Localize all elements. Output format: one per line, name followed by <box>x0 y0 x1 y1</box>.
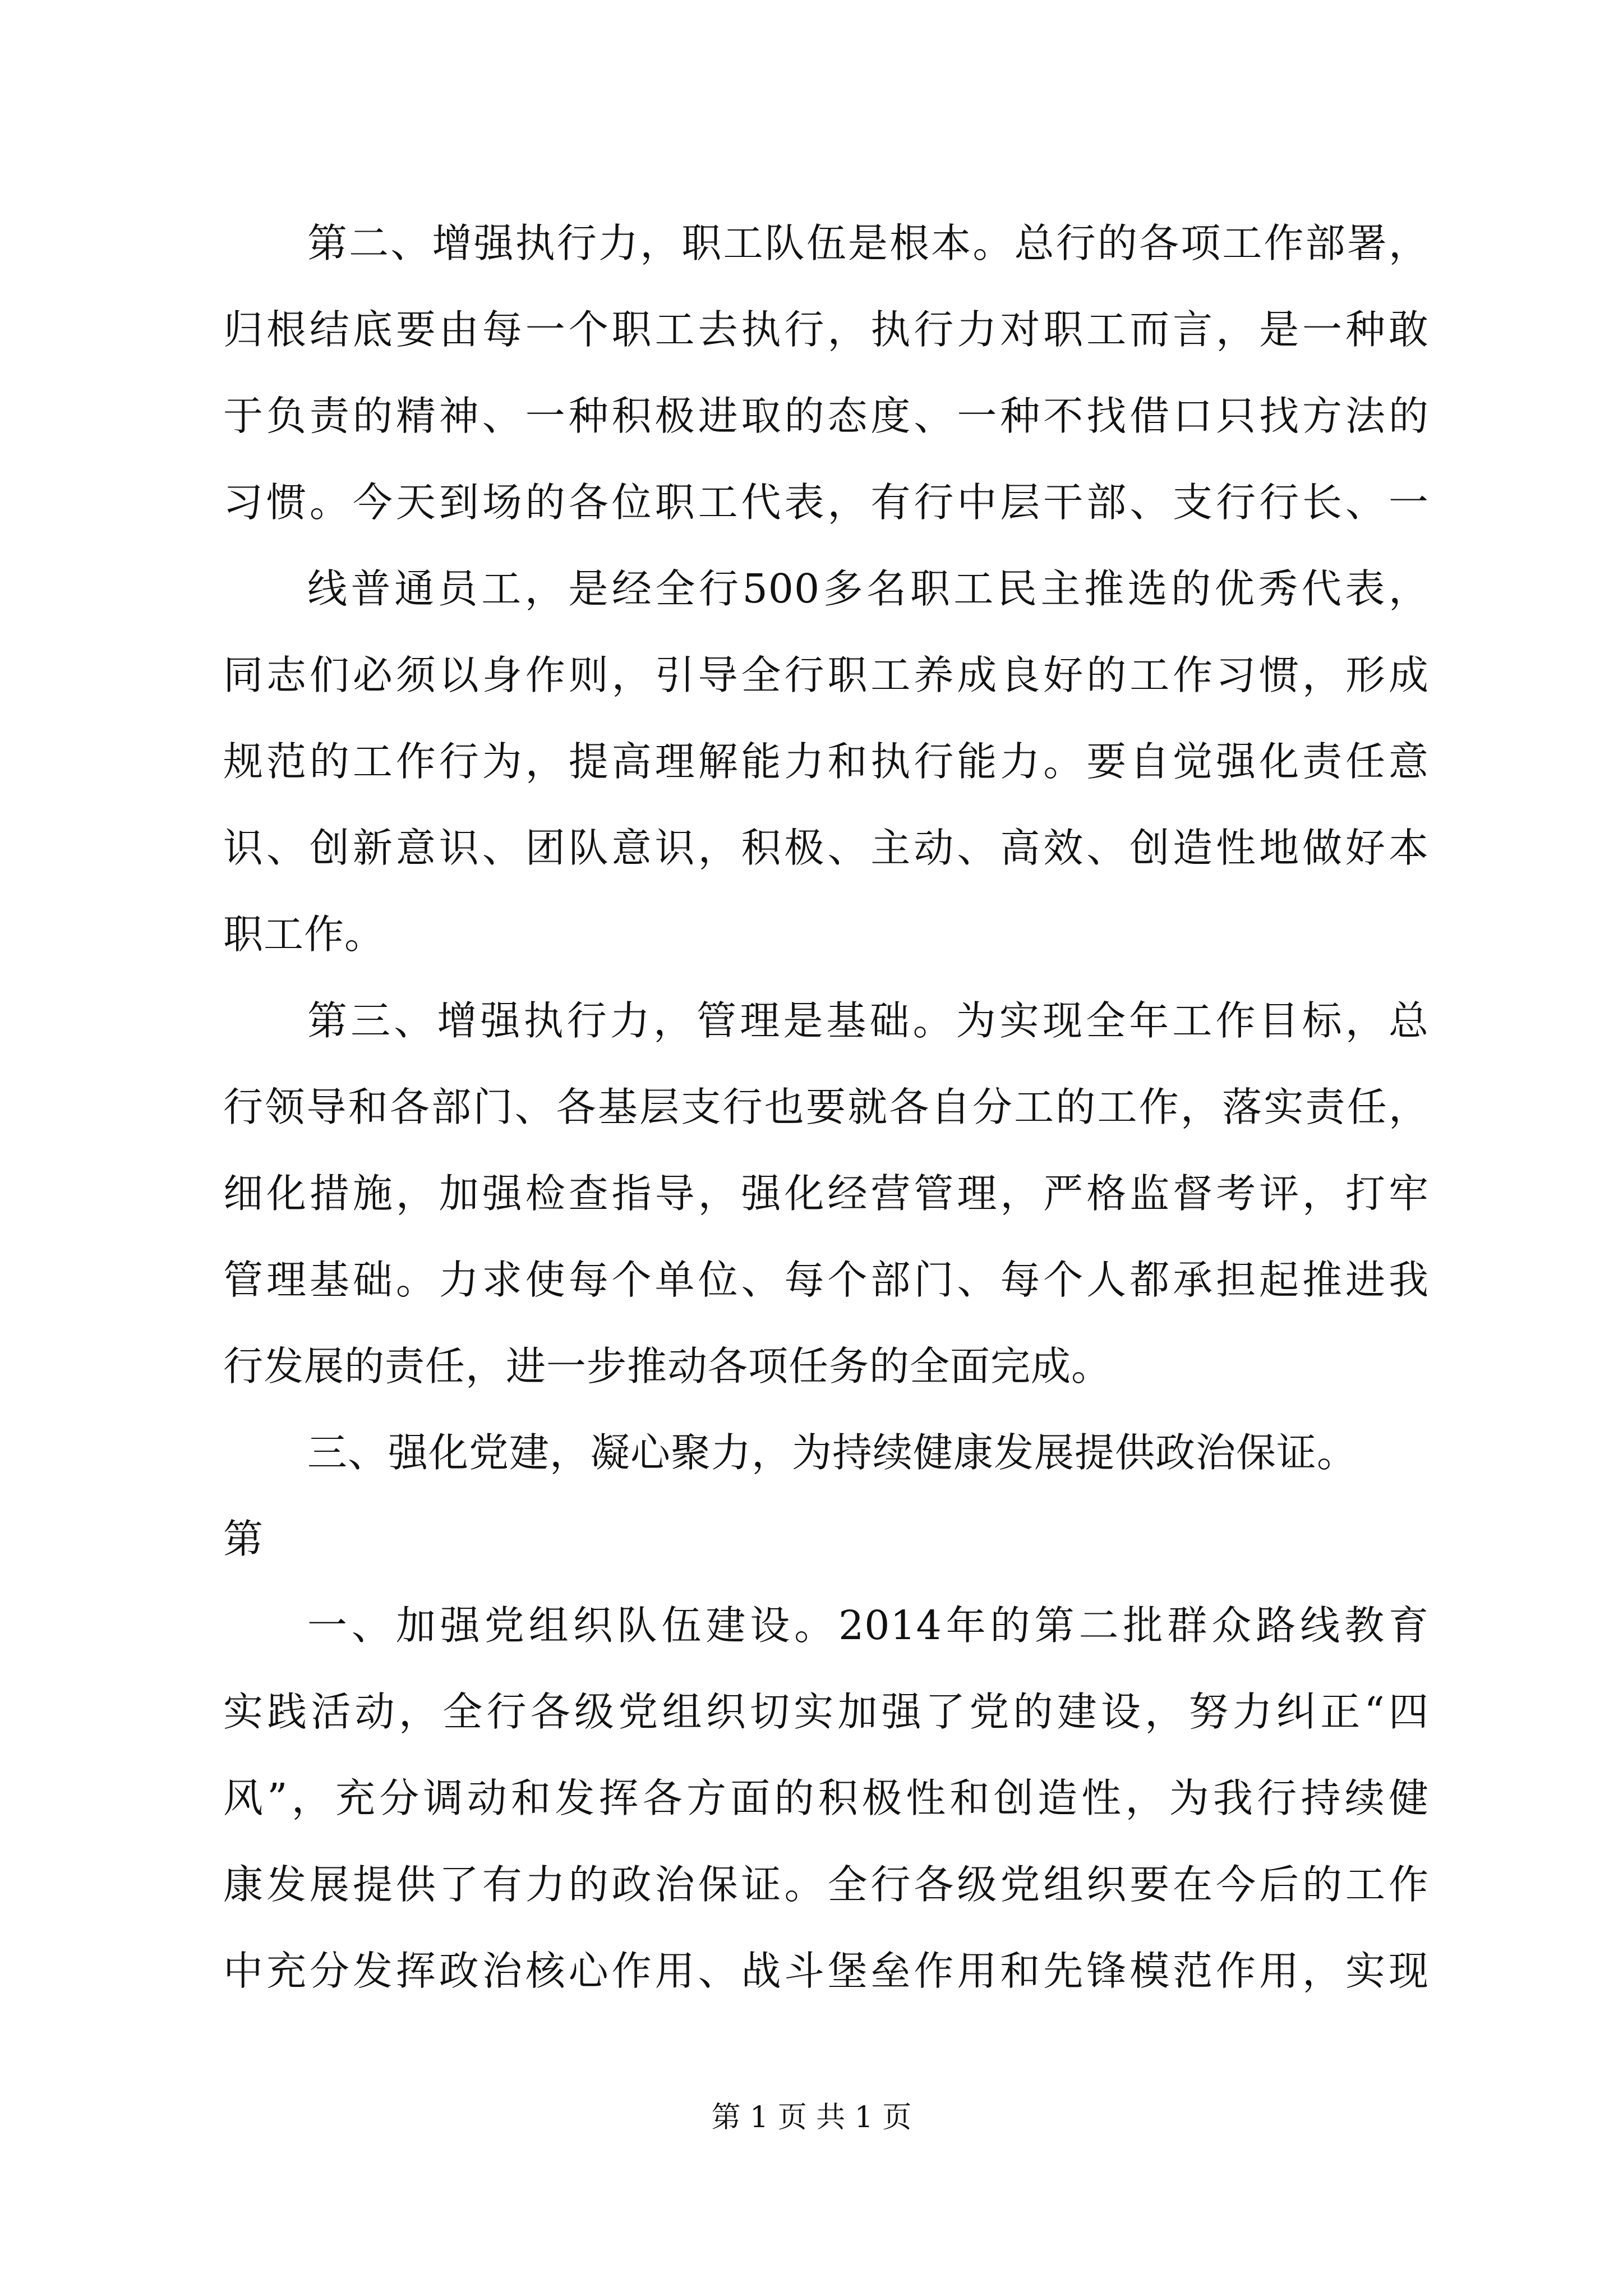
page-footer: 第 1 页 共 1 页 <box>711 2101 912 2134</box>
paragraph-line: 管理基础。力求使每个单位、每个部门、每个人都承担起推进我 <box>223 1257 1429 1303</box>
paragraph-line: 习惯。今天到场的各位职工代表，有行中层干部、支行行长、一 <box>223 479 1429 526</box>
paragraph-line: 归根结底要由每一个职工去执行，执行力对职工而言，是一种敢 <box>223 306 1429 353</box>
paragraph-line: 识、创新意识、团队意识，积极、主动、高效、创造性地做好本 <box>223 825 1429 871</box>
paragraph-line: 同志们必须以身作则，引导全行职工养成良好的工作习惯，形成 <box>223 652 1429 698</box>
paragraph-line: 中充分发挥政治核心作用、战斗堡垒作用和先锋模范作用，实现 <box>223 1948 1429 1994</box>
paragraph-line: 线普通员工，是经全行500多名职工民主推选的优秀代表， <box>307 565 1429 612</box>
paragraph-line: 规范的工作行为，提高理解能力和执行能力。要自觉强化责任意 <box>223 738 1429 785</box>
paragraph-line: 细化措施，加强检查指导，强化经营管理，严格监督考评，打牢 <box>223 1170 1429 1217</box>
section-heading: 三、强化党建，凝心聚力，为持续健康发展提供政治保证。 <box>307 1429 1358 1476</box>
paragraph-line: 第三、增强执行力，管理是基础。为实现全年工作目标，总 <box>307 997 1429 1044</box>
paragraph-line: 第二、增强执行力，职工队伍是根本。总行的各项工作部署， <box>307 220 1429 266</box>
paragraph-line: 行发展的责任，进一步推动各项任务的全面完成。 <box>223 1343 1112 1389</box>
paragraph-line: 第 <box>223 1516 264 1562</box>
paragraph-line: 康发展提供了有力的政治保证。全行各级党组织要在今后的工作 <box>223 1861 1429 1908</box>
paragraph-line: 实践活动，全行各级党组织切实加强了党的建设，努力纠正“四 <box>223 1688 1429 1735</box>
paragraph-line: 一、加强党组织队伍建设。2014年的第二批群众路线教育 <box>307 1602 1429 1649</box>
paragraph-line: 于负责的精神、一种积极进取的态度、一种不找借口只找方法的 <box>223 393 1429 439</box>
paragraph-line: 职工作。 <box>223 911 385 958</box>
paragraph-line: 风”，充分调动和发挥各方面的积极性和创造性，为我行持续健 <box>223 1775 1429 1821</box>
paragraph-line: 行领导和各部门、各基层支行也要就各自分工的工作，落实责任， <box>223 1084 1429 1130</box>
